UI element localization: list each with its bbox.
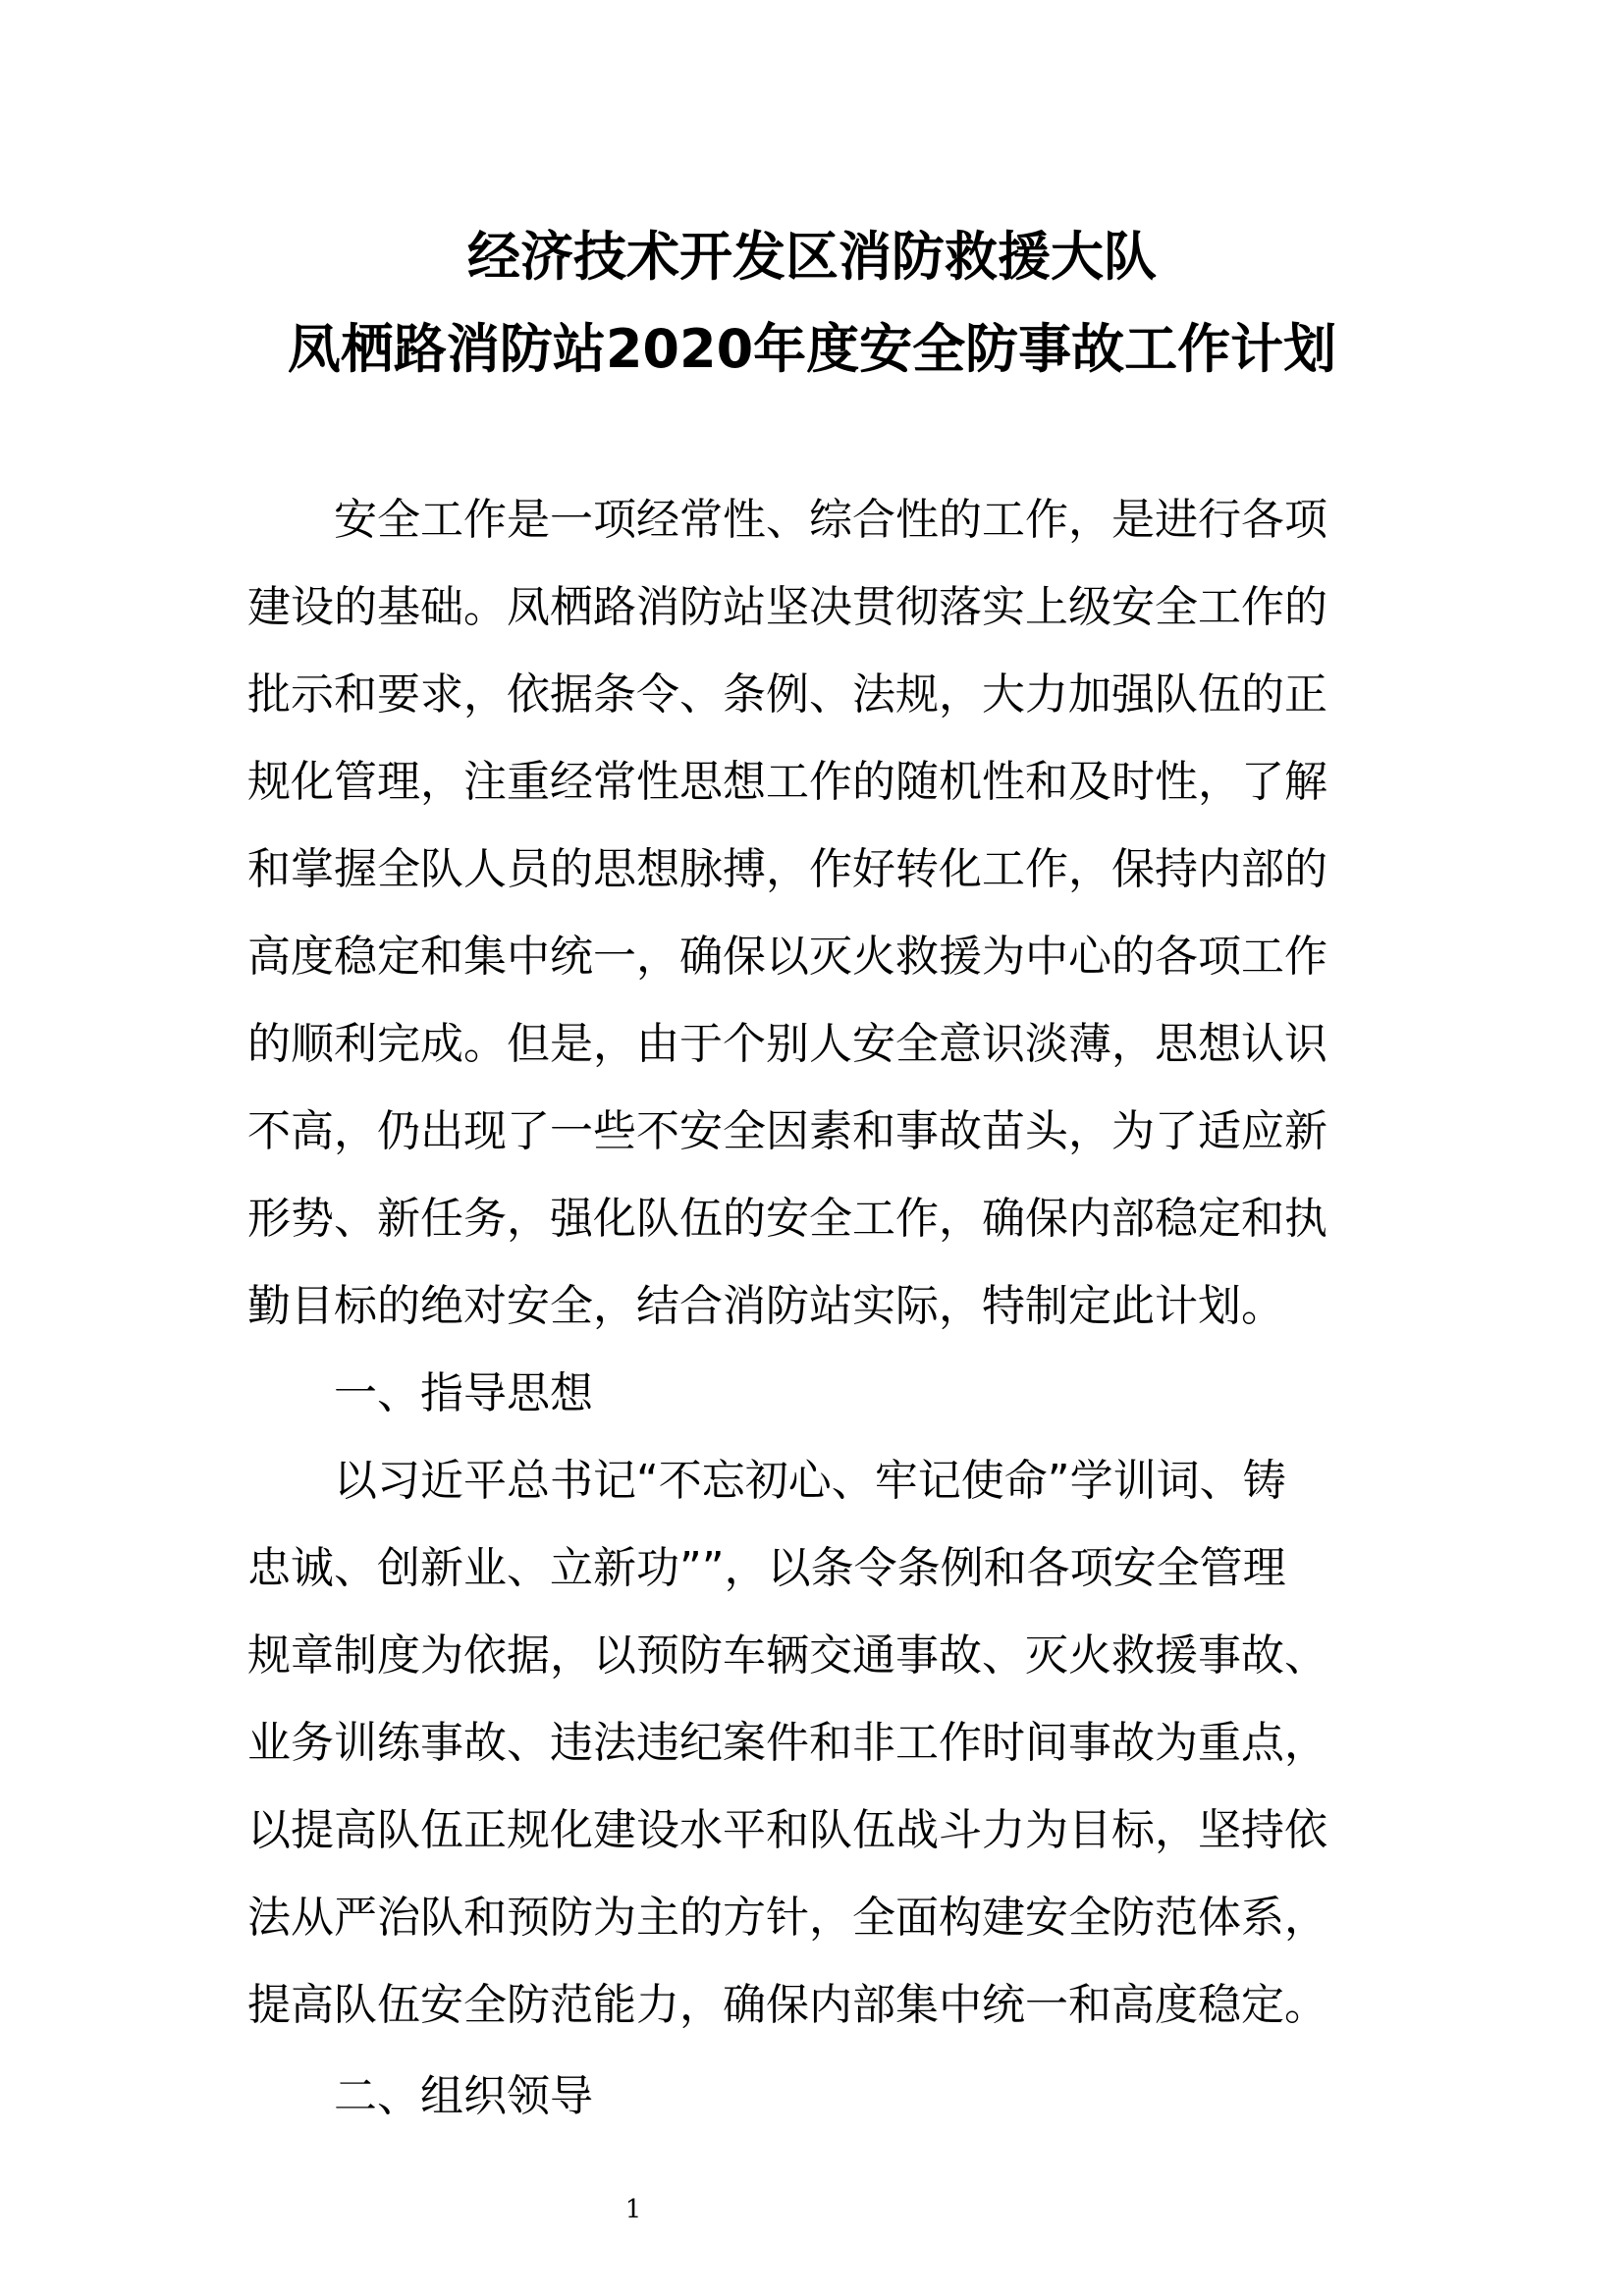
body-line-12: 以习近平总书记“不忘初心、牢记使命”学训词、铸 — [334, 1456, 1286, 1506]
body-line-3: 批示和要求，依据条令、条例、法规，大力加强队伍的正 — [247, 669, 1327, 720]
document-title-line-2: 凤栖路消防站2020年度安全防事故工作计划 — [287, 318, 1337, 380]
page-number: 1 — [624, 2195, 642, 2224]
body-line-4: 规化管理，注重经常性思想工作的随机性和及时性，了解 — [247, 757, 1327, 807]
body-line-7: 的顺利完成。但是，由于个别人安全意识淡薄，思想认识 — [247, 1019, 1327, 1069]
body-line-6: 高度稳定和集中统一，确保以灭火救援为中心的各项工作 — [247, 932, 1327, 982]
body-line-18: 提高队伍安全防范能力，确保内部集中统一和高度稳定。 — [247, 1980, 1327, 2030]
body-line-13: 忠诚、创新业、立新功””，以条令条例和各项安全管理 — [247, 1543, 1286, 1593]
document-title-line-1: 经济技术开发区消防救援大队 — [467, 226, 1157, 288]
body-line-10: 勤目标的绝对安全，结合消防站实际，特制定此计划。 — [247, 1281, 1284, 1331]
body-line-14: 规章制度为依据，以预防车辆交通事故、灭火救援事故、 — [247, 1630, 1327, 1681]
section-heading-2: 二、组织领导 — [334, 2071, 593, 2121]
body-line-8: 不高，仍出现了一些不安全因素和事故苗头，为了适应新 — [247, 1106, 1327, 1156]
body-line-15: 业务训练事故、违法违纪案件和非工作时间事故为重点， — [247, 1718, 1327, 1768]
body-line-1: 安全工作是一项经常性、综合性的工作，是进行各项 — [334, 495, 1327, 545]
body-line-16: 以提高队伍正规化建设水平和队伍战斗力为目标，坚持依 — [247, 1805, 1327, 1855]
body-line-9: 形势、新任务，强化队伍的安全工作，确保内部稳定和执 — [247, 1194, 1327, 1244]
document-body — [247, 476, 1386, 2140]
body-line-5: 和掌握全队人员的思想脉搏，作好转化工作，保持内部的 — [247, 844, 1327, 894]
body-line-2: 建设的基础。凤栖路消防站坚决贯彻落实上级安全工作的 — [247, 582, 1327, 632]
section-heading-1: 一、指导思想 — [334, 1368, 593, 1418]
body-line-17: 法从严治队和预防为主的方针，全面构建安全防范体系， — [247, 1893, 1327, 1943]
